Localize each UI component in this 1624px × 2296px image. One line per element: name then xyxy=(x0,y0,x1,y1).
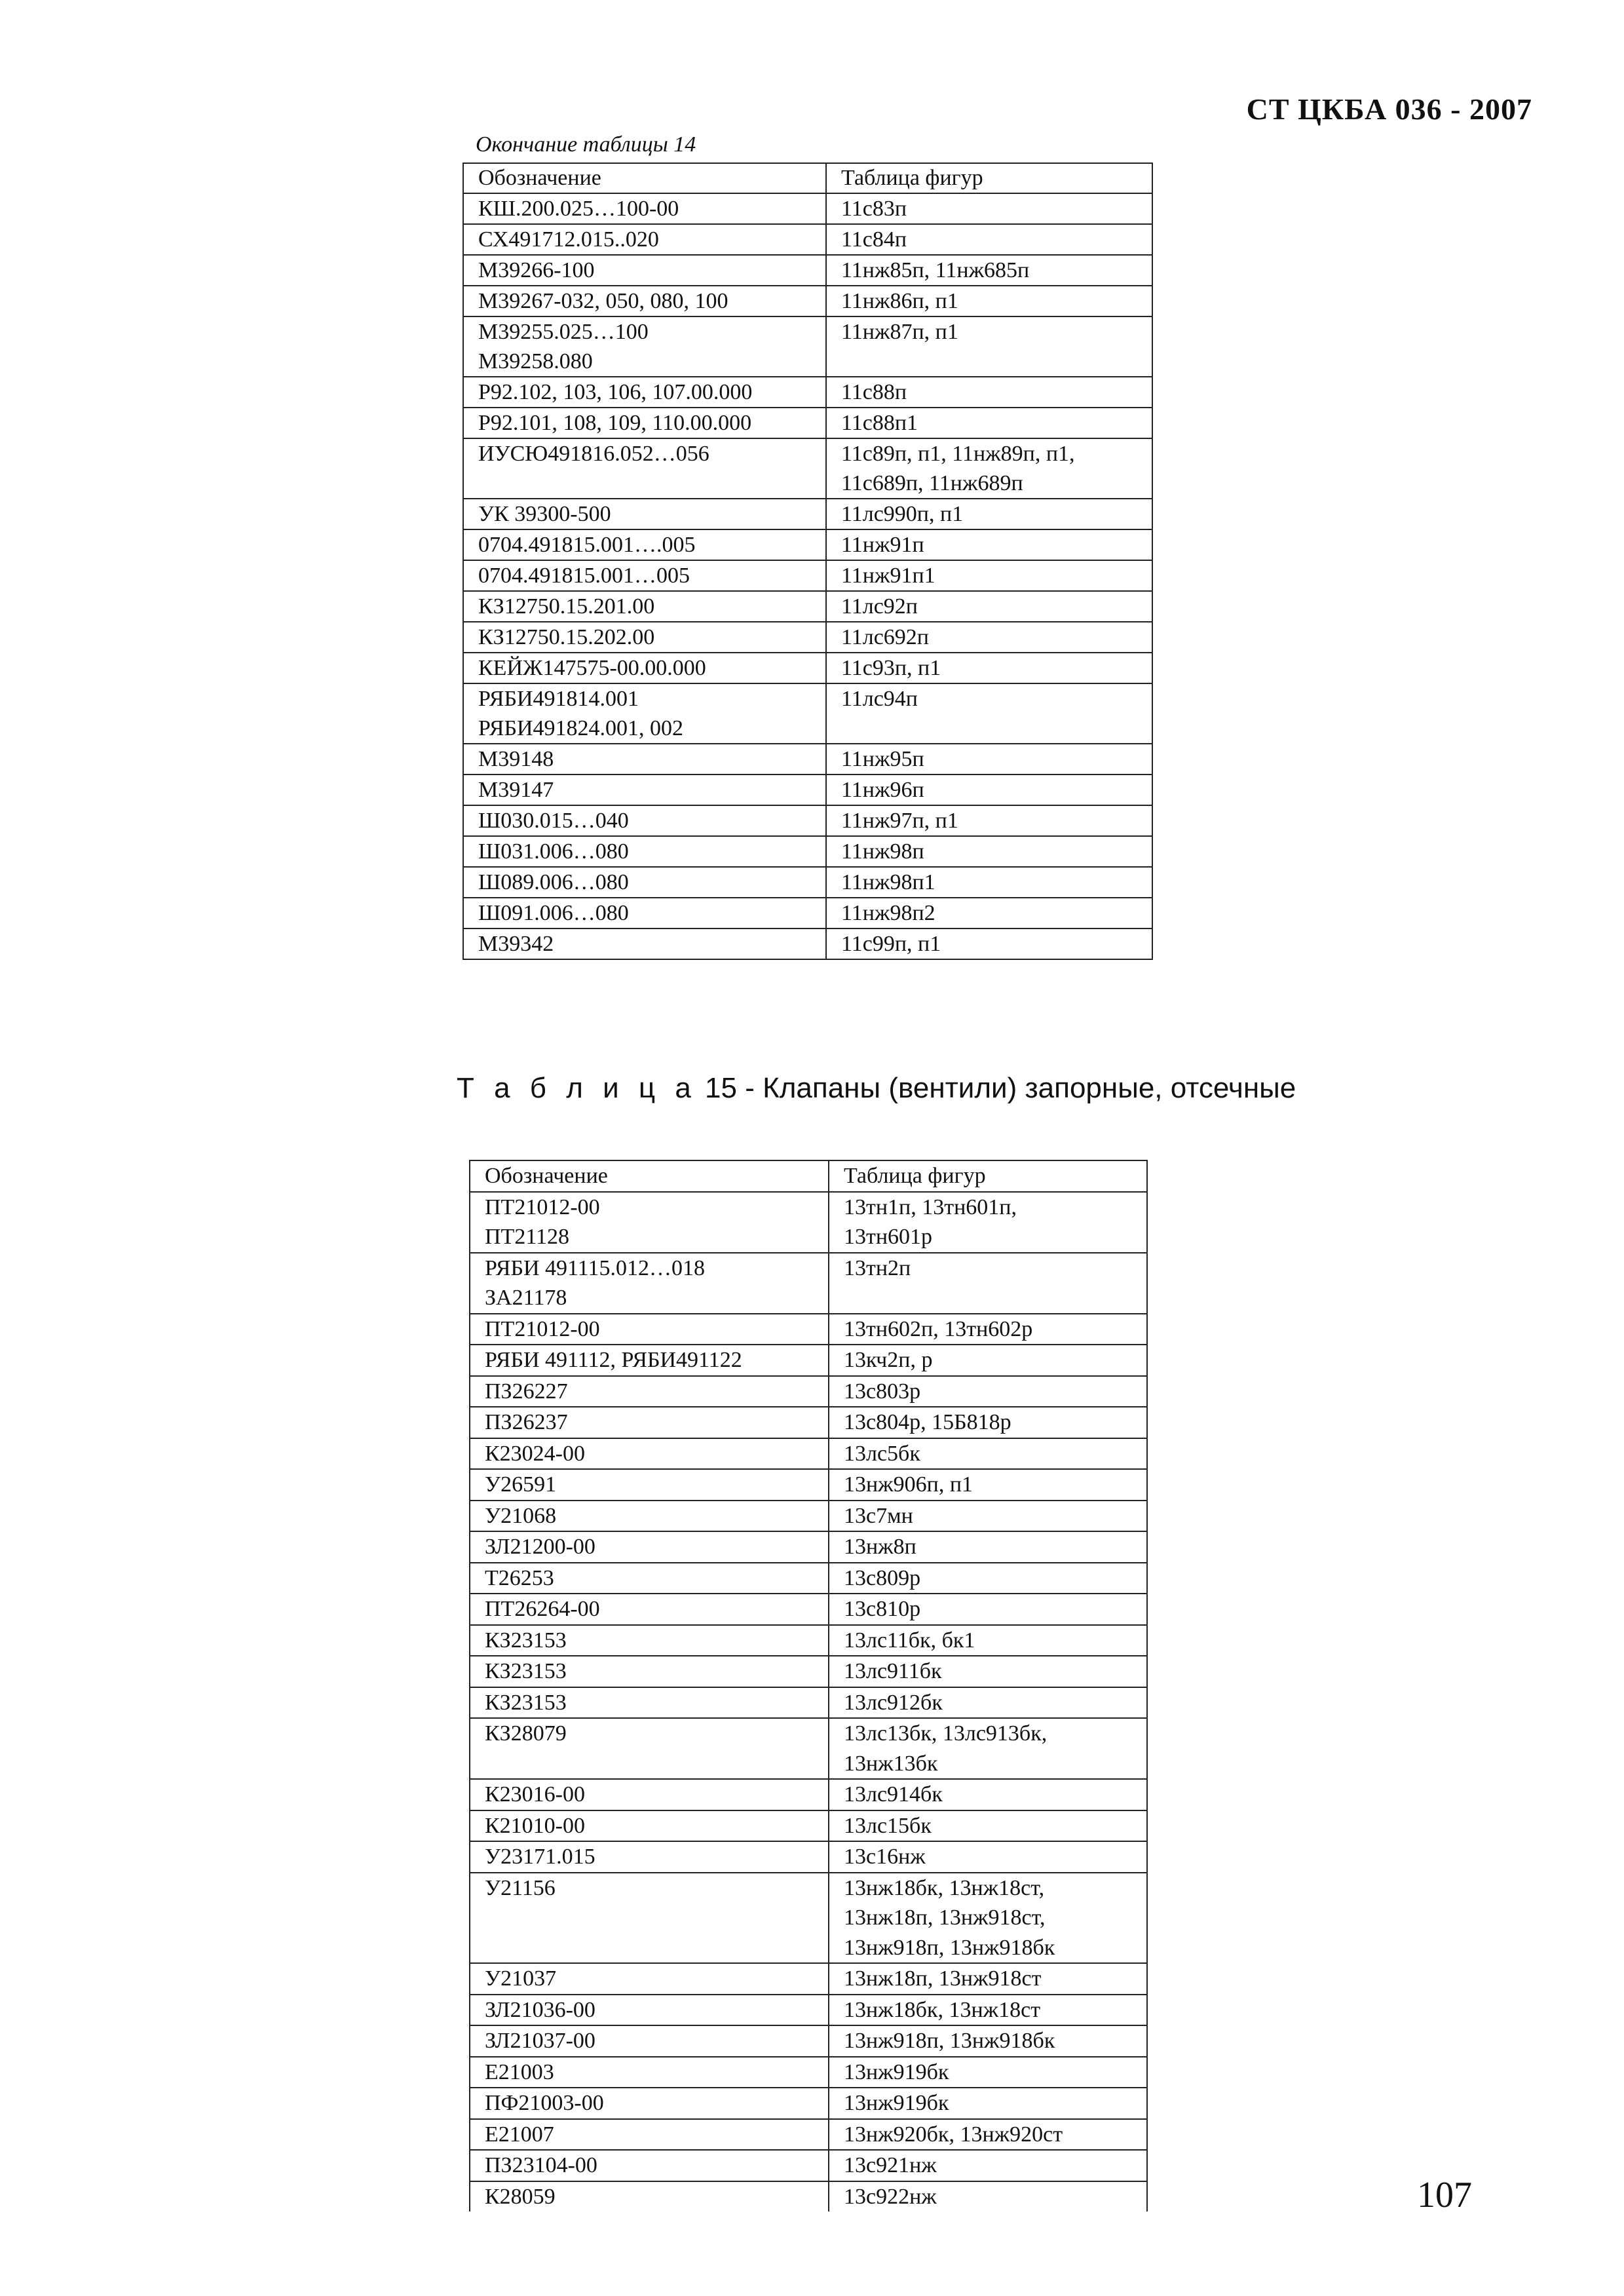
cell-text: Ш089.006…080 xyxy=(478,870,629,894)
cell-text: 11нж96п xyxy=(841,778,924,802)
cell-figure-table xyxy=(829,2057,1147,2088)
cell-text: 13нж918п, 13нж918бк xyxy=(843,1935,1055,1960)
cell-text: 13тн2п xyxy=(843,1255,911,1280)
cell-figure-table xyxy=(826,775,1152,805)
cell-text: 13с804р, 15Б818р xyxy=(843,1410,1011,1434)
table-row xyxy=(470,1407,1147,1438)
cell-designation xyxy=(463,653,826,683)
cell-figure-table xyxy=(829,1656,1147,1687)
cell-designation xyxy=(463,744,826,775)
table-row xyxy=(463,653,1152,683)
table-row xyxy=(470,2150,1147,2181)
table-row xyxy=(470,1995,1147,2026)
cell-designation xyxy=(463,805,826,836)
table-row xyxy=(470,1253,1147,1314)
cell-figure-table xyxy=(826,286,1152,316)
table-row xyxy=(470,1779,1147,1810)
cell-designation xyxy=(470,1995,829,2026)
cell-text: Е21003 xyxy=(485,2059,554,2084)
table-row xyxy=(470,1594,1147,1625)
cell-designation xyxy=(470,2181,829,2212)
cell-text: ЗЛ21036-00 xyxy=(485,1997,595,2022)
cell-text: ПТ26264-00 xyxy=(485,1597,600,1621)
table-14 xyxy=(463,163,1153,960)
table-row xyxy=(470,1314,1147,1345)
cell-text: ЗА21178 xyxy=(485,1286,567,1310)
cell-figure-table xyxy=(826,805,1152,836)
cell-text: СХ491712.015..020 xyxy=(478,227,659,252)
cell-designation xyxy=(470,1501,829,1532)
cell-figure-table xyxy=(826,928,1152,959)
table-row xyxy=(463,499,1152,529)
cell-text: 13с921нж xyxy=(843,2153,937,2177)
cell-figure-table xyxy=(826,867,1152,898)
cell-text: КЗ12750.15.202.00 xyxy=(478,625,655,649)
table-row xyxy=(463,898,1152,928)
cell-text: 11лс94п xyxy=(841,687,918,711)
cell-designation xyxy=(470,1531,829,1563)
cell-text: Т26253 xyxy=(485,1565,554,1590)
cell-text: 11лс692п xyxy=(841,625,930,649)
cell-text: 13с809р xyxy=(843,1565,921,1590)
cell-text: 0704.491815.001….005 xyxy=(478,533,696,557)
table-row xyxy=(470,2119,1147,2151)
cell-designation xyxy=(463,438,826,499)
cell-designation xyxy=(463,193,826,224)
table-row xyxy=(463,193,1152,224)
column-header-designation: Обозначение xyxy=(470,1160,829,1192)
cell-figure-table xyxy=(829,1841,1147,1873)
cell-figure-table xyxy=(826,898,1152,928)
cell-text: Р92.101, 108, 109, 110.00.000 xyxy=(478,411,752,435)
table-row xyxy=(470,1376,1147,1407)
cell-text: УК 39300-500 xyxy=(478,502,611,526)
table-row xyxy=(463,744,1152,775)
table-row xyxy=(470,1501,1147,1532)
table-row xyxy=(470,1841,1147,1873)
cell-text: 13лс5бк xyxy=(843,1441,920,1466)
table-row xyxy=(470,1345,1147,1376)
cell-text: М39147 xyxy=(478,778,554,802)
cell-designation xyxy=(470,1253,829,1314)
cell-text: 11нж86п, п1 xyxy=(841,289,958,313)
cell-designation xyxy=(470,1438,829,1470)
table-row xyxy=(463,591,1152,622)
cell-figure-table xyxy=(826,653,1152,683)
cell-figure-table xyxy=(829,1438,1147,1470)
page-number: 107 xyxy=(1417,2175,1472,2215)
cell-designation xyxy=(463,560,826,591)
cell-text: 13нж18бк, 13нж18ст, xyxy=(843,1875,1045,1900)
cell-text: К28059 xyxy=(485,2184,556,2209)
cell-text: 11с84п xyxy=(841,227,907,252)
table-row xyxy=(470,2025,1147,2057)
cell-text: У23171.015 xyxy=(485,1845,595,1869)
cell-text: КЕЙЖ147575-00.00.000 xyxy=(478,656,706,680)
cell-text: 13тн602п, 13тн602р xyxy=(843,1316,1033,1341)
cell-text: 11нж95п xyxy=(841,747,924,771)
cell-text: 13нж919бк xyxy=(843,2091,949,2115)
cell-designation xyxy=(470,1779,829,1810)
cell-figure-table xyxy=(829,1810,1147,1842)
cell-figure-table xyxy=(829,1873,1147,1964)
cell-figure-table xyxy=(826,560,1152,591)
table-row xyxy=(470,1873,1147,1964)
cell-designation xyxy=(463,836,826,867)
cell-designation xyxy=(470,2088,829,2119)
cell-text: РЯБИ 491115.012…018 xyxy=(485,1255,705,1280)
table-row xyxy=(463,377,1152,408)
cell-figure-table xyxy=(829,1625,1147,1656)
cell-text: 11нж98п xyxy=(841,839,924,864)
table15-title-text: 15 - Клапаны (вентили) запорные, отсечные xyxy=(696,1072,1296,1104)
cell-text: 11нж91п1 xyxy=(841,564,935,588)
cell-text: 13тн601р xyxy=(843,1225,933,1249)
cell-text: 13лс11бк, бк1 xyxy=(843,1628,975,1653)
table-row xyxy=(470,1531,1147,1563)
cell-designation xyxy=(470,1594,829,1625)
cell-text: ЗЛ21037-00 xyxy=(485,2029,595,2053)
table-row xyxy=(463,408,1152,438)
cell-text: 13нж18п, 13нж918ст xyxy=(843,1966,1042,1991)
cell-text: 13нж919бк xyxy=(843,2059,949,2084)
cell-text: У21037 xyxy=(485,1966,557,1991)
cell-text: М39266-100 xyxy=(478,258,595,282)
cell-figure-table xyxy=(829,1253,1147,1314)
cell-text: 13нж8п xyxy=(843,1535,916,1559)
cell-text: У26591 xyxy=(485,1472,557,1497)
cell-figure-table xyxy=(829,2119,1147,2151)
cell-text: 13нж918п, 13нж918бк xyxy=(843,2029,1055,2053)
cell-figure-table xyxy=(826,408,1152,438)
cell-text: 13лс13бк, 13лс913бк, xyxy=(843,1721,1048,1746)
cell-designation xyxy=(470,1469,829,1501)
cell-figure-table xyxy=(829,2025,1147,2057)
table15-title-label: Т а б л и ц а xyxy=(457,1072,697,1104)
cell-text: 13с810р xyxy=(843,1597,921,1621)
cell-designation xyxy=(470,1345,829,1376)
cell-designation xyxy=(463,377,826,408)
cell-designation xyxy=(470,1625,829,1656)
cell-text: 13с16нж xyxy=(843,1845,926,1869)
cell-text: 11с83п xyxy=(841,197,907,221)
cell-text: ПТ21012-00 xyxy=(485,1316,600,1341)
cell-text: М39148 xyxy=(478,747,554,771)
table-row xyxy=(470,2088,1147,2119)
cell-designation xyxy=(470,1963,829,1995)
cell-figure-table xyxy=(826,744,1152,775)
cell-text: 11с88п xyxy=(841,380,907,404)
cell-designation xyxy=(463,408,826,438)
cell-designation xyxy=(470,1873,829,1964)
cell-designation xyxy=(470,1841,829,1873)
cell-designation xyxy=(470,1810,829,1842)
table-row xyxy=(463,622,1152,653)
cell-figure-table xyxy=(829,1501,1147,1532)
table-row xyxy=(463,255,1152,286)
cell-text: Ш031.006…080 xyxy=(478,839,629,864)
table14-caption: Окончание таблицы 14 xyxy=(476,132,696,157)
cell-text: 11нж87п, п1 xyxy=(841,320,958,344)
cell-text: 13нж18бк, 13нж18ст xyxy=(843,1997,1041,2022)
cell-text: 13лс914бк xyxy=(843,1782,943,1807)
cell-text: Ш030.015…040 xyxy=(478,809,629,833)
cell-designation xyxy=(463,867,826,898)
cell-text: ПТ21128 xyxy=(485,1225,570,1249)
cell-text: КЗ12750.15.201.00 xyxy=(478,594,655,619)
cell-figure-table xyxy=(829,1963,1147,1995)
column-header-designation: Обозначение xyxy=(463,163,826,193)
cell-designation xyxy=(470,1718,829,1779)
cell-text: 13тн1п, 13тн601п, xyxy=(843,1195,1017,1219)
cell-designation xyxy=(463,898,826,928)
cell-text: 11с88п1 xyxy=(841,411,918,435)
cell-text: РЯБИ491824.001, 002 xyxy=(478,716,684,740)
cell-text: 11нж97п, п1 xyxy=(841,809,958,833)
cell-text: КЗ28079 xyxy=(485,1721,567,1746)
cell-figure-table xyxy=(829,1376,1147,1407)
table-row xyxy=(470,1656,1147,1687)
cell-text: М39255.025…100 xyxy=(478,320,649,344)
cell-designation xyxy=(463,683,826,744)
cell-text: 13нж18п, 13нж918ст, xyxy=(843,1905,1046,1930)
cell-text: КШ.200.025…100-00 xyxy=(478,197,679,221)
cell-text: 11с89п, п1, 11нж89п, п1, xyxy=(841,442,1075,466)
table-row xyxy=(463,928,1152,959)
cell-designation xyxy=(470,2057,829,2088)
cell-designation xyxy=(463,255,826,286)
table15-title xyxy=(457,1072,1296,1105)
table-header-row xyxy=(463,163,1152,193)
cell-text: М39267-032, 050, 080, 100 xyxy=(478,289,728,313)
cell-text: Е21007 xyxy=(485,2122,554,2147)
table-row xyxy=(463,529,1152,560)
cell-text: 11с99п, п1 xyxy=(841,932,941,956)
table-row xyxy=(463,775,1152,805)
cell-text: 13лс912бк xyxy=(843,1690,943,1715)
cell-figure-table xyxy=(829,1192,1147,1253)
column-header-figure-table: Таблица фигур xyxy=(826,163,1152,193)
cell-text: 11лс990п, п1 xyxy=(841,502,964,526)
table-row xyxy=(463,224,1152,255)
table-row xyxy=(470,1718,1147,1779)
table-15 xyxy=(469,1160,1148,2211)
cell-figure-table xyxy=(826,193,1152,224)
table-row xyxy=(470,2057,1147,2088)
table-row xyxy=(463,286,1152,316)
cell-text: 11нж98п1 xyxy=(841,870,935,894)
cell-text: 11нж85п, 11нж685п xyxy=(841,258,1030,282)
cell-text: ЗЛ21200-00 xyxy=(485,1535,595,1559)
cell-figure-table xyxy=(829,1314,1147,1345)
cell-text: 11нж91п xyxy=(841,533,924,557)
cell-text: ПЗ26237 xyxy=(485,1410,568,1434)
cell-figure-table xyxy=(829,1345,1147,1376)
cell-text: 13нж920бк, 13нж920ст xyxy=(843,2122,1063,2147)
cell-figure-table xyxy=(829,1594,1147,1625)
cell-text: 13лс911бк xyxy=(843,1659,942,1683)
cell-figure-table xyxy=(829,1563,1147,1594)
cell-text: ИУСЮ491816.052…056 xyxy=(478,442,709,466)
cell-figure-table xyxy=(826,591,1152,622)
table-row xyxy=(470,1963,1147,1995)
cell-designation xyxy=(463,591,826,622)
cell-figure-table xyxy=(829,1407,1147,1438)
cell-figure-table xyxy=(826,622,1152,653)
cell-designation xyxy=(470,1407,829,1438)
cell-designation xyxy=(463,224,826,255)
table-row xyxy=(470,1438,1147,1470)
cell-figure-table xyxy=(829,1718,1147,1779)
cell-text: 11с689п, 11нж689п xyxy=(841,471,1023,495)
cell-figure-table xyxy=(826,224,1152,255)
cell-text: М39258.080 xyxy=(478,349,593,373)
cell-designation xyxy=(463,622,826,653)
cell-text: 13с7мн xyxy=(843,1503,913,1528)
table-row xyxy=(463,560,1152,591)
cell-figure-table xyxy=(829,1779,1147,1810)
cell-text: 13с922нж xyxy=(843,2184,937,2209)
cell-text: КЗ23153 xyxy=(485,1690,567,1715)
cell-designation xyxy=(470,1192,829,1253)
cell-figure-table xyxy=(829,1531,1147,1563)
cell-designation xyxy=(470,2119,829,2151)
cell-designation xyxy=(470,1376,829,1407)
cell-figure-table xyxy=(826,499,1152,529)
document-code: СТ ЦКБА 036 - 2007 xyxy=(1246,92,1532,126)
column-header-figure-table: Таблица фигур xyxy=(829,1160,1147,1192)
table-row xyxy=(463,316,1152,377)
cell-designation xyxy=(470,1656,829,1687)
table-header-row xyxy=(470,1160,1147,1192)
cell-text: Р92.102, 103, 106, 107.00.000 xyxy=(478,380,753,404)
table-row xyxy=(470,1563,1147,1594)
cell-designation xyxy=(470,1314,829,1345)
table-row xyxy=(463,683,1152,744)
cell-text: У21156 xyxy=(485,1875,556,1900)
cell-figure-table xyxy=(829,1469,1147,1501)
cell-text: ПТ21012-00 xyxy=(485,1195,600,1219)
table-row xyxy=(463,867,1152,898)
cell-designation xyxy=(463,499,826,529)
cell-designation xyxy=(463,286,826,316)
cell-text: РЯБИ 491112, РЯБИ491122 xyxy=(485,1348,742,1372)
cell-figure-table xyxy=(829,1687,1147,1719)
table-row xyxy=(463,805,1152,836)
cell-text: КЗ23153 xyxy=(485,1659,567,1683)
cell-designation xyxy=(463,529,826,560)
cell-figure-table xyxy=(826,316,1152,377)
cell-figure-table xyxy=(826,683,1152,744)
cell-text: Ш091.006…080 xyxy=(478,901,629,925)
cell-figure-table xyxy=(826,438,1152,499)
cell-text: КЗ23153 xyxy=(485,1628,567,1653)
cell-text: К21010-00 xyxy=(485,1813,585,1838)
table-row xyxy=(463,438,1152,499)
cell-designation xyxy=(470,1687,829,1719)
cell-text: ПЗ23104-00 xyxy=(485,2153,597,2177)
cell-figure-table xyxy=(829,2150,1147,2181)
cell-figure-table xyxy=(826,377,1152,408)
cell-text: 11с93п, п1 xyxy=(841,656,941,680)
cell-designation xyxy=(463,928,826,959)
cell-designation xyxy=(463,316,826,377)
table-row xyxy=(470,1469,1147,1501)
cell-text: 13кч2п, р xyxy=(843,1348,933,1372)
table-row xyxy=(470,1687,1147,1719)
table-row xyxy=(470,1625,1147,1656)
cell-figure-table xyxy=(829,2088,1147,2119)
table-row xyxy=(463,836,1152,867)
cell-designation xyxy=(470,2150,829,2181)
cell-figure-table xyxy=(829,2181,1147,2212)
cell-figure-table xyxy=(826,529,1152,560)
cell-text: РЯБИ491814.001 xyxy=(478,687,639,711)
cell-text: ПЗ26227 xyxy=(485,1379,568,1404)
cell-text: К23024-00 xyxy=(485,1441,585,1466)
cell-text: 11нж98п2 xyxy=(841,901,935,925)
cell-text: 11лс92п xyxy=(841,594,918,619)
cell-figure-table xyxy=(829,1995,1147,2026)
table-row xyxy=(470,1810,1147,1842)
table-row xyxy=(470,1192,1147,1253)
cell-text: М39342 xyxy=(478,932,554,956)
cell-designation xyxy=(470,1563,829,1594)
cell-text: 0704.491815.001…005 xyxy=(478,564,690,588)
cell-designation xyxy=(470,2025,829,2057)
cell-text: 13лс15бк xyxy=(843,1813,932,1838)
cell-text: 13с803р xyxy=(843,1379,921,1404)
cell-figure-table xyxy=(826,255,1152,286)
cell-text: К23016-00 xyxy=(485,1782,585,1807)
cell-text: ПФ21003-00 xyxy=(485,2091,604,2115)
cell-designation xyxy=(463,775,826,805)
cell-text: У21068 xyxy=(485,1503,557,1528)
cell-figure-table xyxy=(826,836,1152,867)
table-row xyxy=(470,2181,1147,2212)
cell-text: 13нж906п, п1 xyxy=(843,1472,973,1497)
cell-text: 13нж13бк xyxy=(843,1751,938,1776)
